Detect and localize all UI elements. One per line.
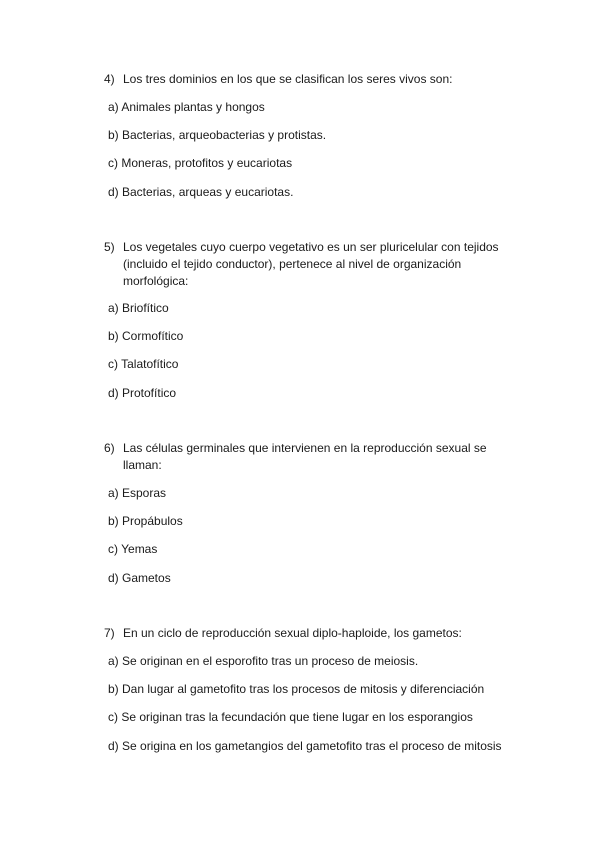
question-number: 5) xyxy=(104,240,115,254)
option-c: c) Talatofítico xyxy=(108,357,179,371)
question-stem xyxy=(0,625,515,642)
question-stem xyxy=(0,440,515,474)
option-c: c) Se originan tras la fecundación que tiene lugar en los esporangios xyxy=(108,710,473,724)
option-b: b) Bacterias, arqueobacterias y protistas. xyxy=(108,128,327,142)
question-number: 6) xyxy=(104,441,115,455)
option-a: a) Esporas xyxy=(108,486,167,500)
question-text: Los tres dominios en los que se clasifican los seres vivos son: xyxy=(123,72,453,86)
option-b: b) Cormofítico xyxy=(108,329,184,343)
option-d: d) Se origina en los gametangios del gametofito tras el proceso de mitosis xyxy=(108,739,502,753)
question-number: 7) xyxy=(104,626,115,640)
option-a: a) Se originan en el esporofito tras un proceso de meiosis. xyxy=(108,654,419,668)
option-d: d) Protofítico xyxy=(108,386,177,400)
option-b: b) Dan lugar al gametofito tras los procesos de mitosis y diferenciación xyxy=(108,682,485,696)
option-c: c) Yemas xyxy=(108,542,158,556)
option-d: d) Bacterias, arqueas y eucariotas. xyxy=(108,185,294,199)
question-text: Las células germinales que intervienen en la reproducción sexual se llaman: xyxy=(123,441,487,472)
question-4 xyxy=(0,71,600,199)
question-6 xyxy=(0,440,600,585)
option-d: d) Gametos xyxy=(108,571,171,585)
question-5 xyxy=(0,239,600,400)
option-a: a) Briofítico xyxy=(108,301,169,315)
option-b: b) Propábulos xyxy=(108,514,183,528)
question-stem xyxy=(0,71,515,88)
option-a: a) Animales plantas y hongos xyxy=(108,100,265,114)
question-number: 4) xyxy=(104,72,115,86)
option-c: c) Moneras, protofitos y eucariotas xyxy=(108,156,293,170)
question-stem xyxy=(0,239,515,290)
question-7 xyxy=(0,625,600,753)
question-text: En un ciclo de reproducción sexual diplo-haploide, los gametos: xyxy=(123,626,462,640)
question-text: Los vegetales cuyo cuerpo vegetativo es un ser pluricelular con tejidos (incluido el tejido conductor), pertenece al nivel de organización morfológica: xyxy=(123,240,499,288)
